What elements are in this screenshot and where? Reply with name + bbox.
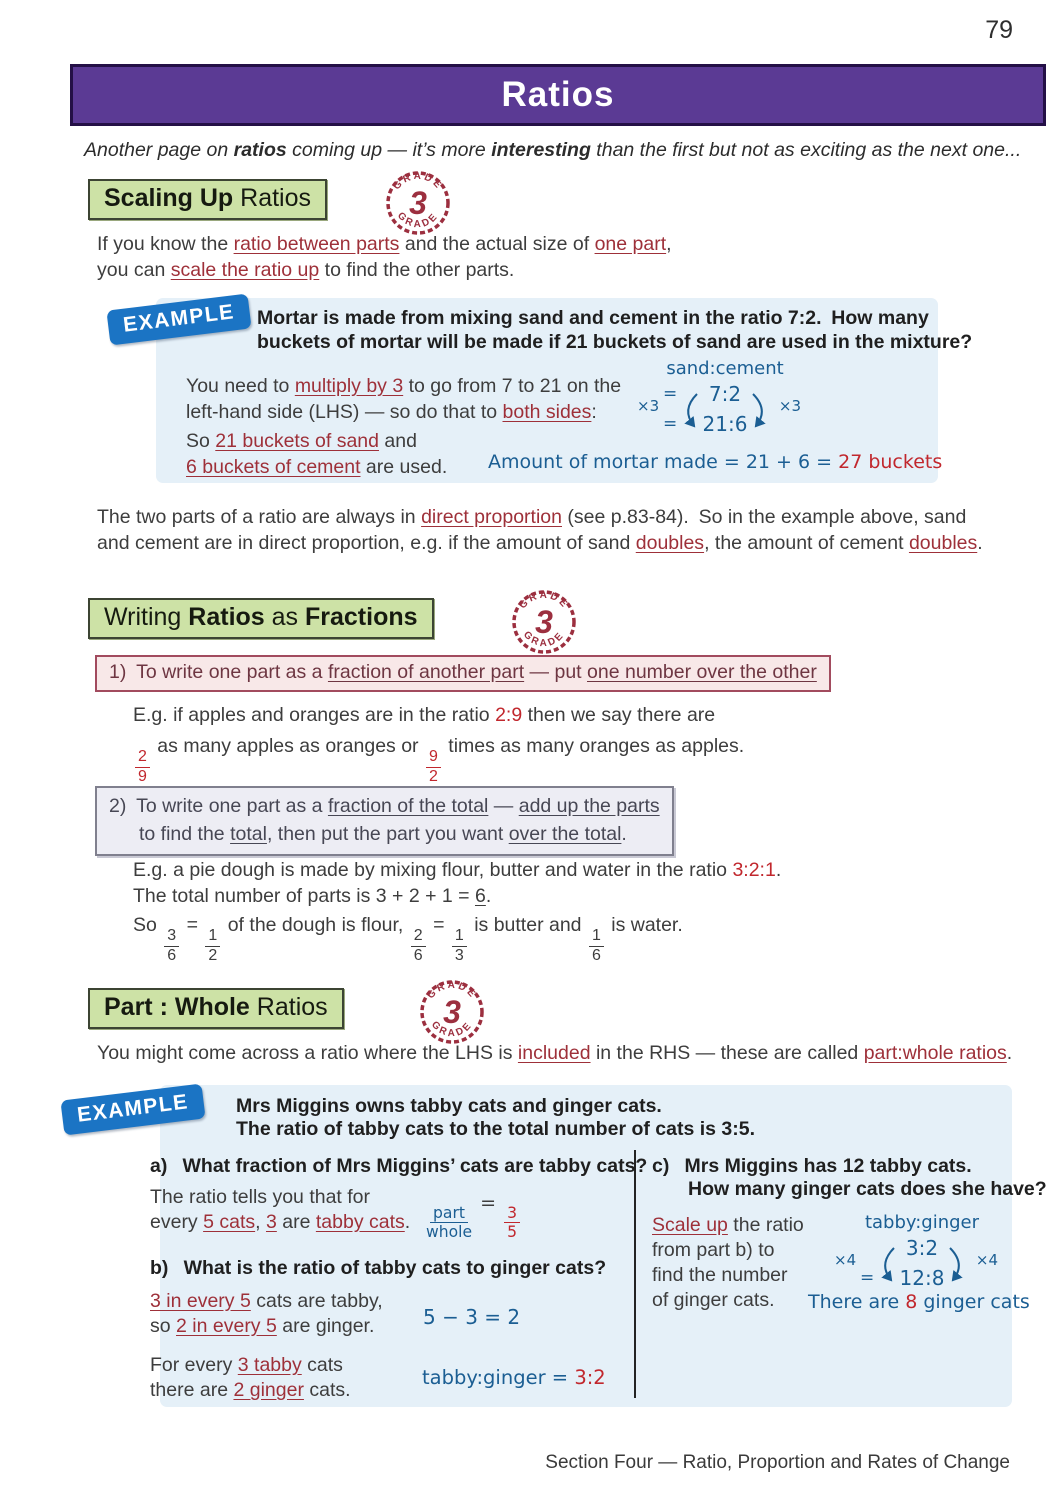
svg-text:GRADE: GRADE xyxy=(520,629,567,650)
section-header-part-whole: Part : Whole Ratios xyxy=(88,988,344,1029)
grade-number: 3 xyxy=(443,994,461,1030)
rule-line: to find the total, then put the part you want over the total. xyxy=(139,823,627,845)
svg-text:GRADE: GRADE xyxy=(428,1019,475,1040)
svg-text:GRADE: GRADE xyxy=(394,210,441,231)
paragraph: If you know the ratio between parts and the actual size of one part, xyxy=(97,233,672,255)
example-text: left-hand side (LHS) — so do that to both sides: xyxy=(186,401,597,423)
grade-number: 3 xyxy=(409,185,427,221)
example-text: You need to multiply by 3 to go from 7 to 21 on the xyxy=(186,375,622,397)
part-a-working: $\frac{\text{part}}{\text{whole}}$ = $\frac{3}{5}$ xyxy=(424,1192,522,1240)
multiply-factor: ×4 xyxy=(975,1251,998,1269)
page-banner xyxy=(70,64,1046,126)
rule-box-2 xyxy=(95,786,674,856)
ratio-bottom: 12:8 xyxy=(899,1266,945,1290)
section-header-writing-ratios: Writing Ratios as Fractions xyxy=(88,598,434,639)
part-c-text: from part b) to xyxy=(652,1239,775,1261)
part-c-text: find the number xyxy=(652,1264,788,1286)
svg-text:GRADE: GRADE xyxy=(391,170,445,193)
part-a-text: every 5 cats, 3 are tabby cats. xyxy=(150,1211,411,1233)
multiply-factor: ×4 xyxy=(834,1251,857,1269)
diagram-label: sand:cement xyxy=(666,358,784,379)
part-b-working: 5 − 3 = 2 xyxy=(423,1305,521,1329)
grade-number: 3 xyxy=(535,604,553,640)
example-text: 6 buckets of cement are used. xyxy=(186,456,448,478)
part-b-text: so 2 in every 5 are ginger. xyxy=(150,1315,375,1337)
example-text: E.g. a pie dough is made by mixing flour, butter and water in the ratio 3:2:1. xyxy=(133,859,782,881)
grade-badge-icon xyxy=(502,582,586,662)
ratio-bottom: 21:6 xyxy=(702,412,748,436)
diagram-label: tabby:ginger xyxy=(864,1212,980,1233)
section-footer: Section Four — Ratio, Proportion and Rates of Change xyxy=(545,1452,1010,1473)
example-text: So 21 buckets of sand and xyxy=(186,430,417,452)
example-question: buckets of mortar will be made if 21 buckets of sand are used in the mixture? xyxy=(257,331,973,353)
paragraph: you can scale the ratio up to find the other parts. xyxy=(97,259,515,281)
example-question: Mortar is made from mixing sand and cement in the ratio 7:2. How many xyxy=(257,307,929,329)
paragraph: and cement are in direct proportion, e.g. if the amount of sand doubles, the amount of cement doubles. xyxy=(97,532,983,554)
paragraph: The two parts of a ratio are always in direct proportion (see p.83-84). So in the example above, sand xyxy=(97,506,967,528)
ratio-top: 3:2 xyxy=(905,1236,939,1260)
part-c-question: How many ginger cats does she have? xyxy=(688,1178,1047,1200)
part-a-question: a) What fraction of Mrs Miggins’ cats are tabby cats? xyxy=(150,1155,648,1177)
part-b-question: b) What is the ratio of tabby cats to ginger cats? xyxy=(150,1257,607,1279)
equals-sign: = xyxy=(860,1268,875,1288)
example-badge: EXAMPLE xyxy=(60,1083,205,1135)
example-badge: EXAMPLE xyxy=(106,293,251,345)
rule-box-1: 1) To write one part as a fraction of another part — put one number over the other xyxy=(95,655,831,692)
part-b-answer: tabby:ginger = 3:2 xyxy=(422,1366,606,1389)
ratio-top: 7:2 xyxy=(708,382,742,406)
equals-sign: = xyxy=(663,384,678,404)
intro-line: Another page on ratios coming up — it’s more interesting than the first but not as exciting as the next one... xyxy=(84,139,1022,161)
svg-text:GRADE: GRADE xyxy=(517,589,571,612)
part-b-text: For every 3 tabby cats xyxy=(150,1354,343,1376)
multiply-factor: ×3 xyxy=(637,397,660,415)
part-c-text: Scale up the ratio xyxy=(652,1214,804,1236)
multiply-factor: ×3 xyxy=(778,397,801,415)
section-header-scaling-up: Scaling Up Ratios xyxy=(88,179,327,220)
example-question: Mrs Miggins owns tabby cats and ginger cats. xyxy=(236,1095,662,1117)
part-c-question: c) Mrs Miggins has 12 tabby cats. xyxy=(652,1155,972,1177)
rule-line: 2) To write one part as a fraction of the total — add up the parts xyxy=(109,795,660,817)
example-question: The ratio of tabby cats to the total number of cats is 3:5. xyxy=(236,1118,755,1140)
part-b-text: 3 in every 5 cats are tabby, xyxy=(150,1290,383,1312)
svg-text:GRADE: GRADE xyxy=(425,979,479,1002)
example-text: So $\frac{3}{6}$ = $\frac{1}{2}$ of the dough is flour, $\frac{2}{6}$ = $\frac{1}{3}$ is butter and $\frac{1}{6}$ is water. xyxy=(133,914,683,964)
page-number: 79 xyxy=(985,16,1013,44)
example-text: E.g. if apples and oranges are in the ratio 2:9 then we say there are xyxy=(133,704,716,726)
part-a-text: The ratio tells you that for xyxy=(150,1186,371,1208)
part-b-text: there are 2 ginger cats. xyxy=(150,1379,351,1401)
column-divider xyxy=(634,1150,636,1398)
page-title: Ratios xyxy=(501,75,615,114)
example-text: The total number of parts is 3 + 2 + 1 = 6. xyxy=(133,885,492,907)
example-text: $\frac{2}{9}$ as many apples as oranges or $\frac{9}{2}$ times as many oranges as apples. xyxy=(133,733,744,785)
part-c-answer: There are 8 ginger cats xyxy=(808,1291,1030,1313)
example-result: Amount of mortar made = 21 + 6 = 27 buckets xyxy=(488,451,943,473)
paragraph: You might come across a ratio where the LHS is included in the RHS — these are called part:whole ratios. xyxy=(97,1042,1013,1064)
part-c-text: of ginger cats. xyxy=(652,1289,775,1311)
ratio-scaling-diagram xyxy=(625,358,825,458)
equals-sign: = xyxy=(663,414,678,434)
